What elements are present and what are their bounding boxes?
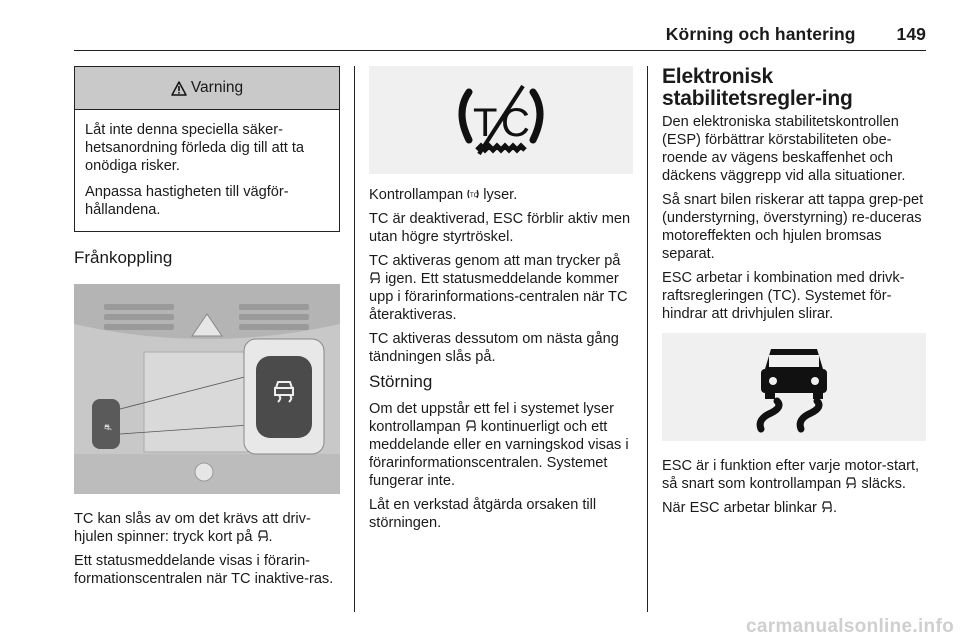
header-rule (74, 50, 926, 51)
paragraph: Låt en verkstad åtgärda orsaken till störningen. (369, 497, 597, 531)
paragraph: Så snart bilen riskerar att tappa grep-pet (understyrning, överstyrning) re-duceras motoreffekten och hjulen bromsas separat. (662, 192, 924, 262)
column-divider (647, 66, 648, 612)
svg-text:T: T (473, 101, 498, 145)
column-middle (369, 66, 633, 538)
section-heading: Elektronisk stabilitetsregler-ing (662, 65, 853, 110)
section-heading: Frånkoppling (74, 248, 173, 267)
tc-off-icon-box (369, 66, 633, 174)
svg-text:TC: TC (470, 193, 479, 199)
esc-small-icon (821, 500, 833, 513)
page-number: 149 (896, 24, 926, 44)
warning-triangle-icon (171, 81, 187, 96)
column-right (662, 66, 928, 523)
svg-text:⛐: ⛐ (104, 422, 112, 432)
warning-text: Anpassa hastigheten till vägför-hållandena. (85, 184, 289, 218)
paragraph: ESC arbetar i kombination med drivk-raftsregleringen (TC). Systemet för-hindrar att drivhjulen slirar. (662, 270, 905, 322)
page-header (666, 24, 926, 45)
warning-text: Låt inte denna speciella säker-hetsanordning förleda dig till att ta onödiga risker. (85, 122, 305, 174)
paragraph: TC kan slås av om det krävs att driv-hjulen spinner: tryck kort på . (74, 511, 311, 545)
paragraph: Den elektroniska stabilitetskontrollen (ESP) förbättrar körstabiliteten obe-roende av vägens beskaffenhet och däckens väggrepp vid alla situationer. (662, 114, 906, 184)
dashboard-photo (74, 284, 340, 494)
section-title: Körning och hantering (665, 24, 856, 44)
paragraph: Kontrollampan TC lyser. (369, 187, 518, 203)
paragraph: Ett statusmeddelande visas i förarin-formationscentralen när TC inaktive-ras. (74, 553, 334, 587)
warning-title: Varning (190, 79, 244, 96)
tc-button-icon (465, 419, 477, 432)
section-heading: Störning (369, 372, 433, 391)
paragraph: TC aktiveras genom att man trycker på igen. Ett statusmeddelande kommer upp i förarinformations-centralen när TC återaktiveras. (369, 253, 628, 323)
column-left (74, 66, 340, 594)
esc-small-icon (845, 476, 857, 489)
tc-button-icon (369, 271, 381, 284)
paragraph: TC aktiveras dessutom om nästa gång tändningen slås på. (369, 331, 619, 365)
esc-icon-box (662, 333, 926, 441)
paragraph: ESC är i funktion efter varje motor-start, så snart som kontrollampan släcks. (662, 458, 920, 492)
esc-skid-icon (749, 339, 839, 435)
column-divider (354, 66, 355, 612)
warning-box (74, 66, 340, 232)
warning-header (75, 67, 339, 110)
tc-button-icon (257, 529, 269, 542)
paragraph: TC är deaktiverad, ESC förblir aktiv men utan högre styrtröskel. (369, 211, 631, 245)
tc-off-small-icon (467, 189, 479, 200)
paragraph: Om det uppstår ett fel i systemet lyser kontrollampan kontinuerligt och ett meddelande eller en varningskod visas i förarinformationscentralen. Systemet fungerar inte. (369, 401, 629, 489)
watermark: carmanualsonline.info (746, 616, 954, 637)
svg-text:C: C (501, 101, 530, 145)
tc-off-icon (451, 80, 551, 160)
paragraph: När ESC arbetar blinkar . (662, 500, 838, 516)
